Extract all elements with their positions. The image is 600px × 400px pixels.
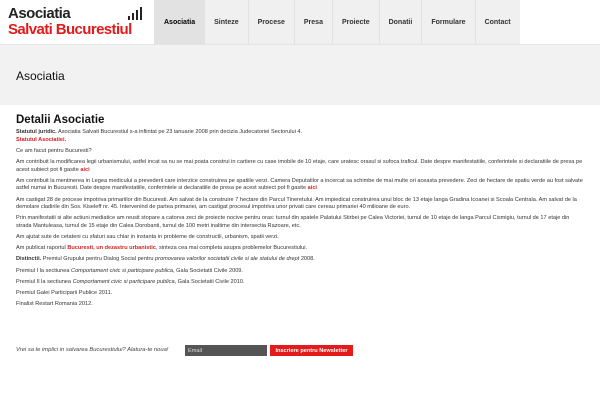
p8-before: Premiul I la sectiunea	[16, 267, 72, 274]
logo-line-2: Salvati Bucurestiul	[8, 21, 132, 38]
paragraph-ajutor: Am ajutat sute de cetateni cu sfaturi sau chiar in instanta in probleme de constructii, urbanism, spatii verzi.	[16, 234, 279, 241]
p7-before: Premiul Grupului pentru Dialog Social pentru	[41, 256, 155, 263]
p6-before: Am publicat raportul	[16, 245, 68, 252]
nav-asociatia[interactable]: Asociatia	[154, 0, 204, 44]
logo-line-1: Asociatia	[8, 5, 71, 22]
paragraph-premiul-1	[16, 268, 586, 276]
signal-bars-icon	[128, 6, 150, 20]
statut-label: Statutul juridic.	[16, 129, 57, 135]
title-band	[0, 44, 600, 105]
p1-aici-link[interactable]: aici	[80, 166, 90, 173]
paragraph-premiul-galei: Premiul Galei Participarii Publice 2011.	[16, 290, 113, 297]
p6-after: , sinteza cea mai completa asupra problemelor Bucurestiului.	[155, 245, 308, 252]
p2-aici-link[interactable]: aici	[307, 185, 317, 192]
paragraph-raport	[16, 245, 586, 253]
nav-procese[interactable]: Procese	[248, 0, 294, 44]
question-paragraph: Ce am facut pentru Bucuresti?	[16, 147, 92, 154]
newsletter-text: Vrei sa te implici in salvarea Bucurestiului? Alatura-te noua!	[16, 347, 169, 353]
paragraph-premiul-2	[16, 279, 586, 287]
email-input[interactable]	[185, 345, 267, 356]
paragraph-spatii-verzi	[16, 178, 586, 193]
site-logo[interactable]	[8, 6, 148, 40]
p7-italic: promovarea valorilor societatii civile si ale statului de drept	[155, 256, 300, 263]
p7-after: 2008.	[299, 256, 315, 263]
main-nav	[154, 0, 520, 44]
p9-before: Premiul II la sectiunea	[16, 278, 73, 285]
newsletter-bar	[16, 344, 586, 358]
site-header	[0, 0, 600, 44]
p2-text: Am contribuit la mentinerea in Legea medicului a prevederii care interzice construirea pe spatiile verzi. Camera Deputatilor a incercat sa schimbe de mai multe ori aceasta prevedere. Zeci de hectare de spatiu verde au fost salvate astfel numai in Bucuresti. Date despre manifestatiile, conferintele si declaratiile de presa pe acest subiect pot fi gasite	[16, 177, 583, 192]
p9-after: , Gala Societatii Civile 2010.	[174, 278, 245, 285]
p8-italic: Comportament civic si participare publica	[71, 267, 174, 274]
distinctii-label: Distinctii.	[16, 256, 42, 263]
paragraph-procese: Am castigat 28 de procese impotriva primariilor din Bucuresti. Am salvat de la construire 7 hectare din Parcul Tineretului. Am impiedicat construirea unui bloc de 13 etaje langa Gradina Icoanei si Scoala Centrala. Am salvat de la demolare cladirile din Sos. Kiseleff nr. 45. Intervenind de partea primariei, am castigat procesul impotriva unor privati care cereau primariei 40 milioane de euro.	[16, 196, 577, 211]
paragraph-manifestatii: Prin manifestatii si alte actiuni mediatice am reusit stopare a catorva zeci de proiecte nocive pentru oras: turnul din spatele Palatului Stirbei pe Calea Victoriei, turnul de 10 etaje de langa Parcul Cismigiu, turnul de 17 etaje din strada Mantuleasa, turnul de 15 etaje din Calea Dorobanti, turnul de 100 metri inaltime din intersectia Razoare, etc.	[16, 215, 570, 229]
p9-italic: Comportament civic si participare publica	[72, 278, 175, 285]
p8-after: , Gala Societatii Civile 2009.	[173, 267, 243, 274]
nav-presa[interactable]: Presa	[294, 0, 332, 44]
statut-link[interactable]: Statutul Asociatiei.	[16, 136, 67, 143]
statut-paragraph	[16, 129, 586, 144]
page-title: Asociatia	[16, 69, 65, 83]
main-content	[16, 113, 586, 312]
nav-proiecte[interactable]: Proiecte	[332, 0, 379, 44]
statut-text: Asociatia Salvati Bucurestiul s-a infiintat pe 23 ianuarie 2008 prin decizia Judecatoriei Sectorului 4.	[56, 129, 303, 135]
newsletter-subscribe-button[interactable]: Inscriere pentru Newsletter	[270, 345, 353, 356]
nav-sinteze[interactable]: Sinteze	[204, 0, 248, 44]
paragraph-distinctii	[16, 256, 586, 264]
paragraph-urbanism	[16, 159, 586, 174]
section-heading: Detalii Asociatie	[16, 114, 105, 126]
raport-link[interactable]: Bucuresti, un dezastru urbanistic	[67, 245, 156, 252]
p1-text: Am contribuit la modificarea legii urbanismului, astfel incat sa nu se mai poata construi in cartiere cu case imobile de 10 etaje, care uratesc orasul si sufoca traficul. Date despre manifestatiile, conferintele si declaratiile de presa pe acest subiect pot fi gasite	[16, 158, 583, 173]
paragraph-finalist: Finalist Restart Romania 2012.	[16, 301, 93, 308]
nav-contact[interactable]: Contact	[475, 0, 520, 44]
nav-donatii[interactable]: Donatii	[379, 0, 422, 44]
nav-formulare[interactable]: Formulare	[421, 0, 474, 44]
